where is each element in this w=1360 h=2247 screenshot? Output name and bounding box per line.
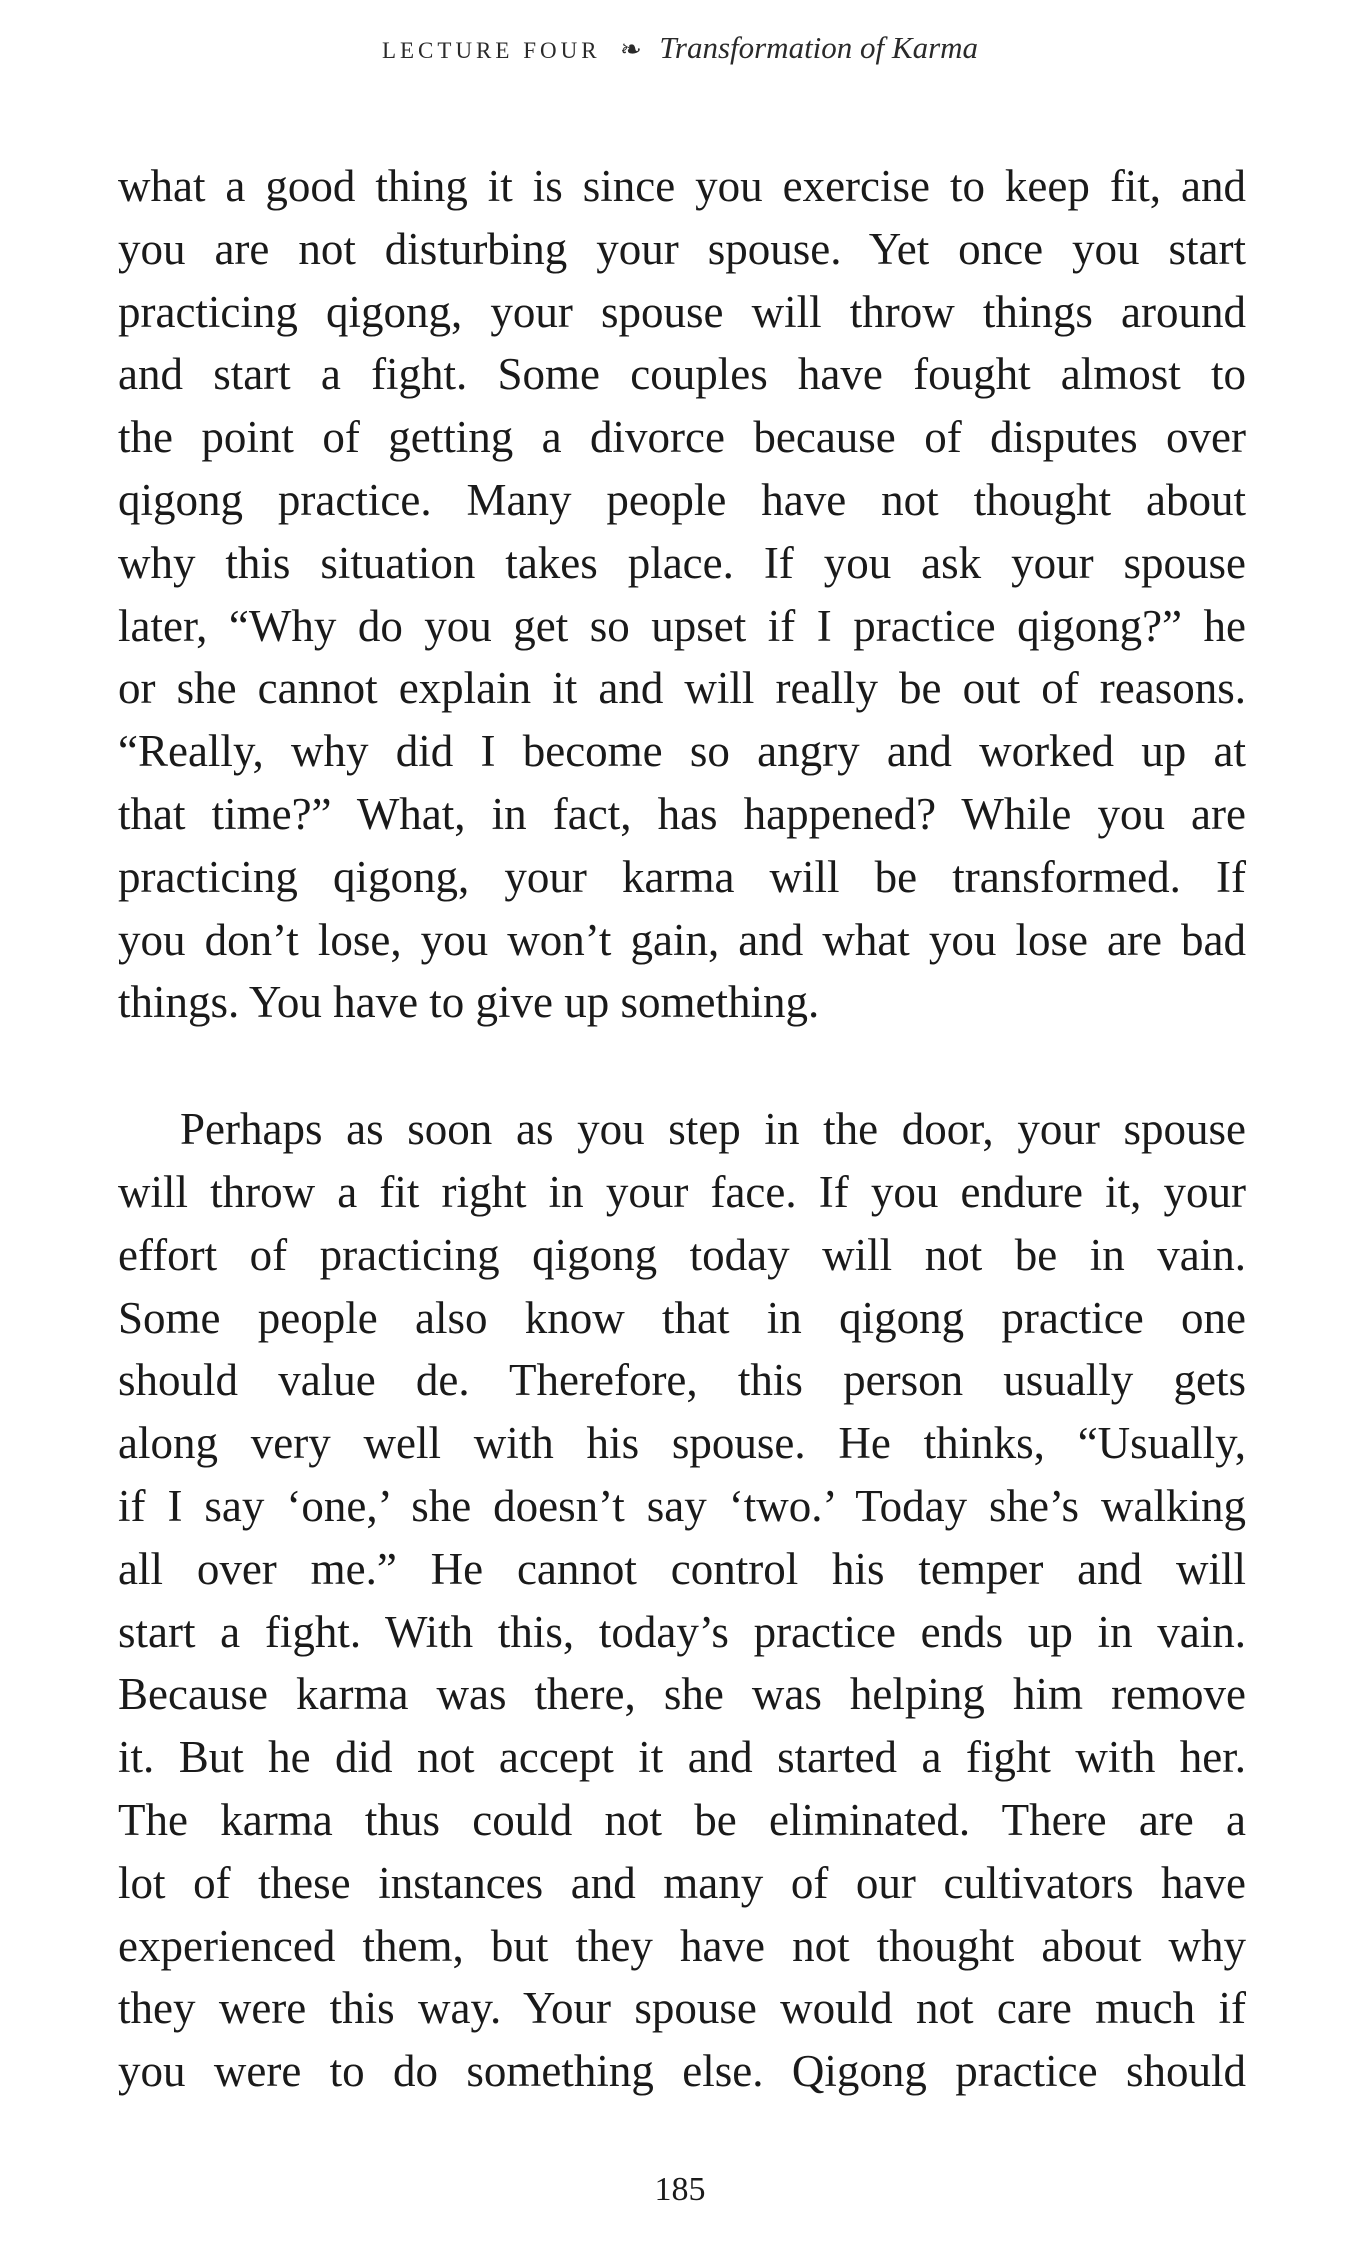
text-line: and start a fight. Some couples have fought almost to (118, 349, 1246, 400)
text-line: practicing qigong, your spouse will throw things around (118, 286, 1246, 337)
running-head (0, 28, 1360, 71)
text-line: or she cannot explain it and will really be out of reasons. (118, 663, 1246, 714)
text-line: along very well with his spouse. He thinks, “Usually, (118, 1418, 1246, 1469)
fleuron-icon: ❧ (620, 35, 642, 64)
text-line: they were this way. Your spouse would not care much if (118, 1983, 1246, 2034)
text-line: Perhaps as soon as you step in the door, your spouse (180, 1104, 1246, 1155)
text-line: it. But he did not accept it and started a fight with her. (118, 1732, 1246, 1783)
running-head-section: LECTURE FOUR (381, 38, 601, 63)
running-head-chapter-title: Transformation of Karma (659, 30, 979, 65)
page-body (118, 155, 1246, 2103)
text-line: you were to do something else. Qigong practice should (118, 2046, 1246, 2097)
text-line: qigong practice. Many people have not thought about (118, 474, 1246, 525)
text-line: The karma thus could not be eliminated. There are a (118, 1794, 1246, 1845)
text-line: “Really, why did I become so angry and worked up at (118, 726, 1246, 777)
paragraph-2 (118, 1098, 1246, 2103)
page-number: 185 (654, 2171, 706, 2208)
paragraph-spacer (118, 1034, 1246, 1098)
text-line: Some people also know that in qigong practice one (118, 1292, 1246, 1343)
text-line: later, “Why do you get so upset if I practice qigong?” he (118, 600, 1246, 651)
text-line: what a good thing it is since you exercise to keep fit, and (118, 161, 1246, 211)
paragraph-1 (118, 155, 1246, 1034)
text-line: Because karma was there, she was helping him remove (118, 1669, 1246, 1720)
text-line: should value de. Therefore, this person usually gets (118, 1355, 1246, 1406)
text-line: the point of getting a divorce because of disputes over (118, 412, 1246, 463)
text-line: experienced them, but they have not thought about why (118, 1920, 1246, 1971)
text-line: start a fight. With this, today’s practice ends up in vain. (118, 1606, 1246, 1657)
text-line: will throw a fit right in your face. If you endure it, your (118, 1166, 1246, 1217)
text-line: why this situation takes place. If you ask your spouse (118, 537, 1246, 588)
text-line: things. You have to give up something. (118, 977, 820, 1028)
text-line: practicing qigong, your karma will be transformed. If (118, 851, 1246, 902)
text-line: that time?” What, in fact, has happened? While you are (118, 788, 1246, 839)
text-line: effort of practicing qigong today will not be in vain. (118, 1229, 1246, 1280)
text-line: all over me.” He cannot control his temper and will (118, 1543, 1246, 1594)
text-line: you don’t lose, you won’t gain, and what you lose are bad (118, 914, 1246, 965)
text-line: lot of these instances and many of our cultivators have (118, 1857, 1246, 1908)
text-line: if I say ‘one,’ she doesn’t say ‘two.’ Today she’s walking (118, 1480, 1246, 1531)
text-line: you are not disturbing your spouse. Yet once you start (118, 223, 1246, 274)
